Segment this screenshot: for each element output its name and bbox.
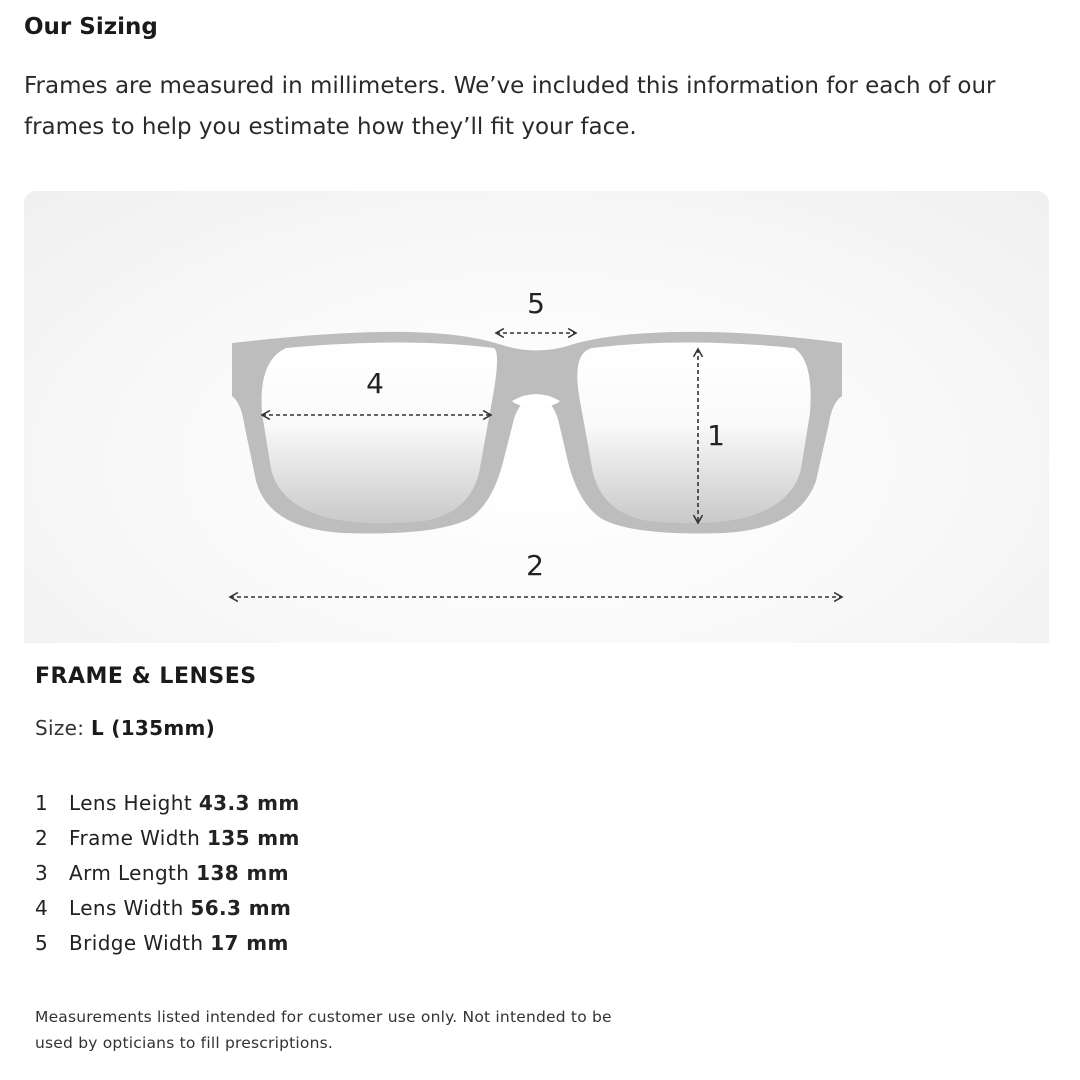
spec-value: 135 mm <box>206 826 300 850</box>
frame-width-label: 2 <box>526 549 544 582</box>
spec-number: 4 <box>35 896 49 920</box>
spec-number: 5 <box>35 931 49 955</box>
spec-item-arm-length <box>35 856 300 891</box>
spec-number: 3 <box>35 861 49 885</box>
spec-label: Lens Width <box>69 896 184 920</box>
bridge-width-label: 5 <box>527 287 545 320</box>
spec-item-lens-height <box>35 786 300 821</box>
spec-label: Arm Length <box>69 861 190 885</box>
size-line <box>35 716 215 740</box>
lens-width-label: 4 <box>366 367 384 400</box>
spec-label: Bridge Width <box>69 931 204 955</box>
spec-label: Frame Width <box>69 826 201 850</box>
spec-item-frame-width <box>35 821 300 856</box>
sizing-diagram <box>24 191 1049 643</box>
spec-list <box>35 786 300 961</box>
page-title: Our Sizing <box>24 14 158 40</box>
intro-text: Frames are measured in millimeters. We’ve included this information for each of our frames to help you estimate how they’ll fit your face. <box>24 73 996 140</box>
frame-lenses-title: FRAME & LENSES <box>35 664 257 689</box>
disclaimer-text: Measurements listed intended for customer use only. Not intended to be used by opticians to fill prescriptions. <box>35 1008 612 1052</box>
spec-value: 138 mm <box>196 861 289 885</box>
glasses-diagram-icon <box>24 191 1049 643</box>
spec-item-bridge-width <box>35 926 300 961</box>
right-lens <box>577 343 810 524</box>
size-label: Size: <box>35 716 85 740</box>
spec-value: 43.3 mm <box>198 791 300 815</box>
lens-height-label: 1 <box>707 419 725 452</box>
spec-number: 1 <box>35 791 49 815</box>
spec-label: Lens Height <box>69 791 193 815</box>
size-value: L (135mm) <box>90 716 216 740</box>
spec-number: 2 <box>35 826 49 850</box>
spec-value: 17 mm <box>210 931 289 955</box>
spec-item-lens-width <box>35 891 300 926</box>
spec-value: 56.3 mm <box>190 896 292 920</box>
